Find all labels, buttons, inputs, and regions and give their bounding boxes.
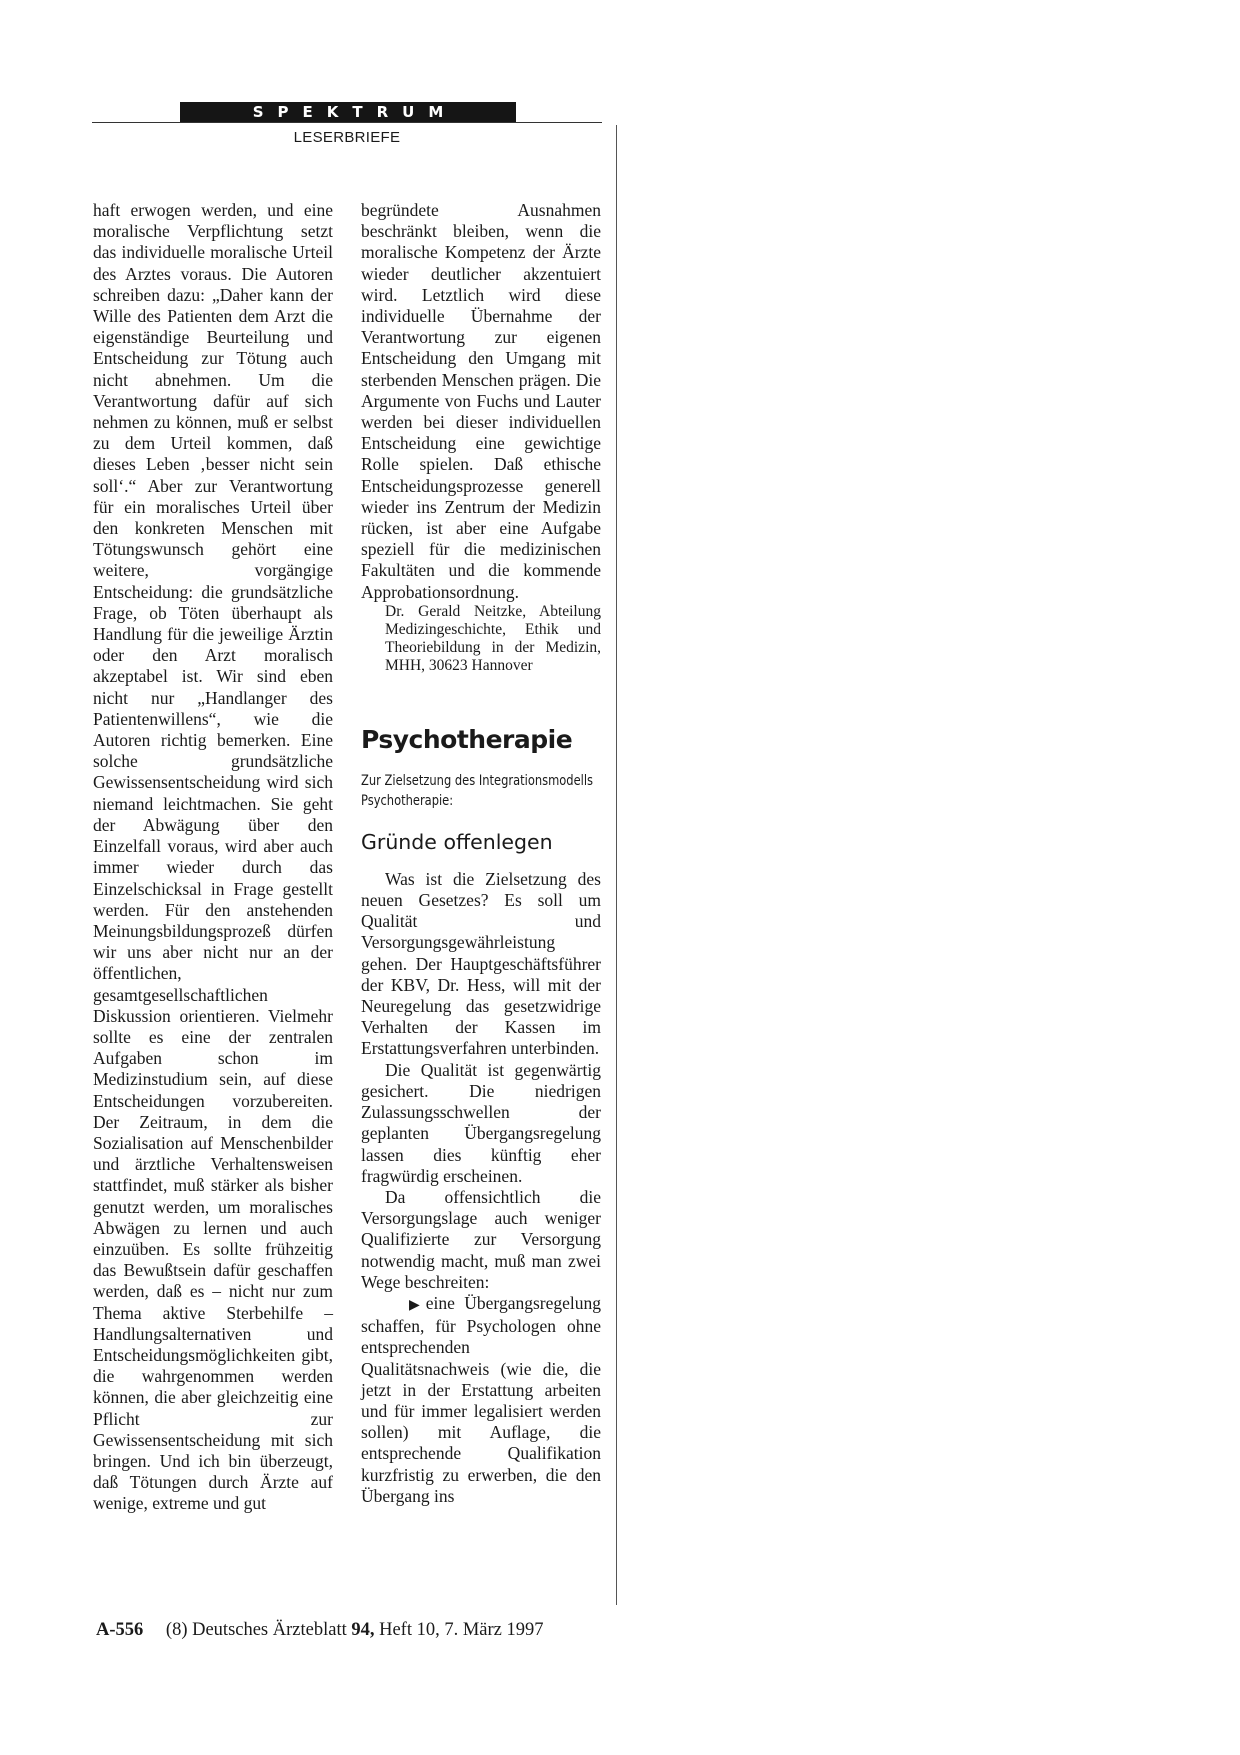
page-footer xyxy=(96,1620,544,1641)
section-banner: SPEKTRUM xyxy=(180,102,516,123)
page-number: A-556 xyxy=(96,1620,144,1640)
right-column xyxy=(361,200,601,1507)
left-column xyxy=(93,200,333,1515)
column-divider xyxy=(616,125,617,1605)
letter-signature: Dr. Gerald Neitzke, Abteilung Medizingeschichte, Ethik und Theoriebildung in der Medizin, MHH, 30623 Hannover xyxy=(385,602,601,674)
section-intro: Zur Zielsetzung des Integrationsmodells Psychotherapie: xyxy=(361,772,594,809)
letter-heading: Gründe offenlegen xyxy=(361,829,553,854)
letter-paragraph: Die Qualität ist gegenwärtig gesichert. Die niedrigen Zulassungsschwellen der geplanten Übergangsregelung lassen dies künftig eher fragwürdig erscheinen. xyxy=(361,1059,601,1186)
subsection-label: LESERBRIEFE xyxy=(293,129,401,146)
article-body-text: haft erwogen werden, und eine moralische Verpflichtung setzt das individuelle moralische Urteil des Arztes voraus. Die Autoren schreiben dazu: „Daher kann der Wille des Patienten dem Arzt die eigenständige Beurteilung und Entscheidung zur Tötung auch nicht abnehmen. Um die Verantwortung dafür auf sich nehmen zu können, muß er selbst zu dem Urteil kommen, daß dieses Leben ‚besser nicht sein soll‘.“ Aber zur Verantwortung für ein moralisches Urteil über den konkreten Menschen mit Tötungswunsch gehört eine weitere, vorgängige Entscheidung: die grundsätzliche Frage, ob Töten überhaupt als Handlung für die jeweilige Ärztin oder den Arzt moralisch akzeptabel ist. Wir sind eben nicht nur „Handlanger des Patientenwillens“, wie die Autoren richtig bemerken. Eine solche grundsätzliche Gewissensentscheidung wird sich niemand leichtmachen. Sie geht der Abwägung über den Einzelfall voraus, wird aber auch immer wieder durch das Einzelschicksal in Frage gestellt werden. Für den anstehenden Meinungsbildungsprozeß dürfen wir uns aber nicht nur an der öffentlichen, gesamtgesellschaftlichen Diskussion orientieren. Vielmehr sollte es eine der zentralen Aufgaben schon im Medizinstudium sein, auf diese Entscheidungen vorzubereiten. Der Zeitraum, in dem die Sozialisation auf Menschenbilder und ärztliche Verhaltensweisen stattfindet, muß stärker als bisher genutzt werden, um moralisches Abwägen zu lernen und auch einzuüben. Es sollte frühzeitig das Bewußtsein dafür geschaffen werden, daß es – nicht nur zum Thema aktive Sterbehilfe – Handlungsalternativen und Entscheidungsmöglichkeiten gibt, die wahrgenommen werden können, die aber gleichzeitig eine Pflicht zur Gewissensentscheidung mit sich bringen. Und ich bin überzeugt, daß Tötungen durch Ärzte auf wenige, extreme und gut xyxy=(93,200,333,1514)
bullet-text: eine Übergangsregelung schaffen, für Psychologen ohne entsprechenden Qualitätsnachweis (wie die, die jetzt in der Erstattung arbeiten und für immer legalisiert werden sollen) mit Auflage, die entsprechende Qualifikation kurzfristig zu erwerben, die den Übergang ins xyxy=(361,1292,601,1506)
section-title: Psychotherapie xyxy=(361,724,573,754)
bullet-item xyxy=(361,1293,601,1507)
journal-citation: (8) Deutsches Ärzteblatt xyxy=(165,1620,347,1640)
letter-paragraph: Da offensichtlich die Versorgungslage auch weniger Qualifizierte zur Versorgung notwendig macht, muß man zwei Wege beschreiten: xyxy=(361,1186,601,1292)
journal-volume: 94, xyxy=(351,1620,375,1640)
header-rule xyxy=(92,122,602,123)
letter-paragraph: Was ist die Zielsetzung des neuen Gesetzes? Es soll um Qualität und Versorgungsgewährleistung gehen. Der Hauptgeschäftsführer der KBV, Dr. Hess, will mit der Neuregelung das gesetzwidrige Verhalten der Kassen im Erstattungsverfahren unterbinden. xyxy=(361,868,601,1059)
journal-issue: Heft 10, 7. März 1997 xyxy=(379,1620,544,1640)
triangle-bullet-icon: ▶ xyxy=(409,1297,420,1313)
article-body-continuation: begründete Ausnahmen beschränkt bleiben, wenn die moralische Kompetenz der Ärzte wieder deutlicher akzentuiert wird. Letztlich wird diese individuelle Übernahme der Verantwortung zur eigenen Entscheidung den Umgang mit sterbenden Menschen prägen. Die Argumente von Fuchs und Lauter werden bei dieser individuellen Entscheidung eine gewichtige Rolle spielen. Daß ethische Entscheidungsprozesse generell wieder ins Zentrum der Medizin rücken, ist aber eine Aufgabe speziell für die medizinischen Fakultäten und die kommende Approbationsordnung. xyxy=(361,200,601,602)
